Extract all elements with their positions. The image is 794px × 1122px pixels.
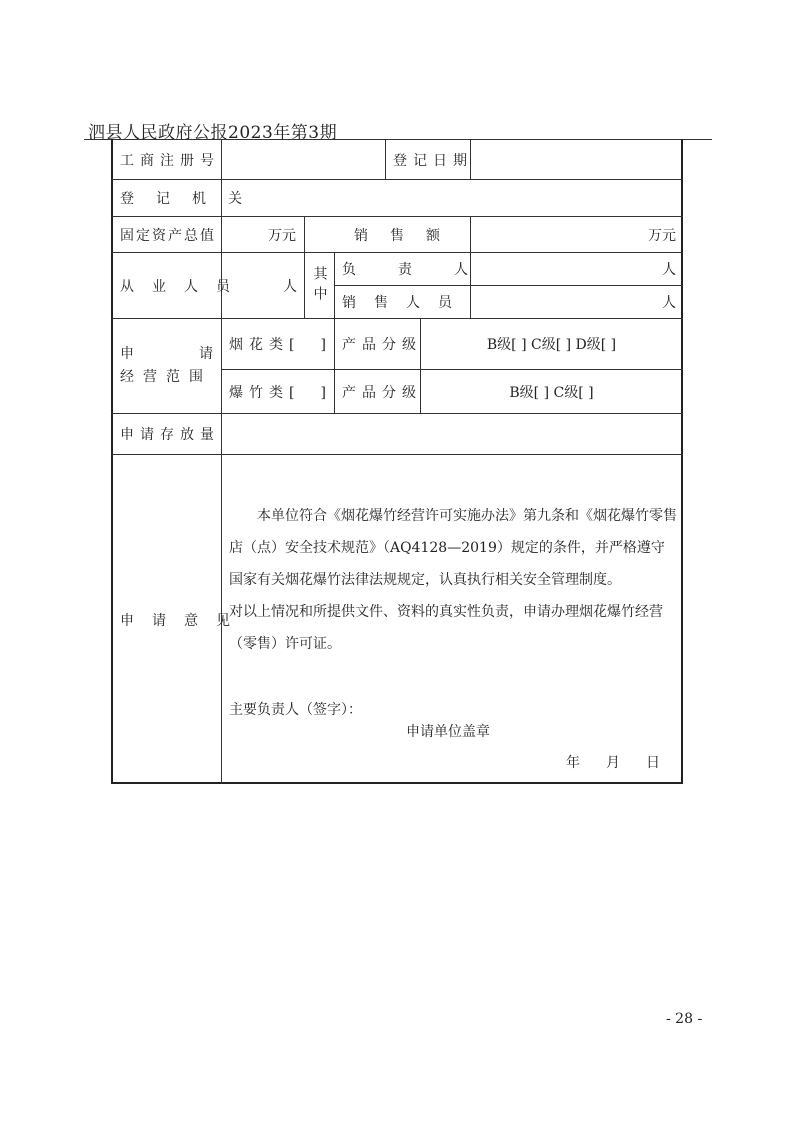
scope-label-apply-a: 申 xyxy=(120,346,134,362)
opinion-text-1: 本单位符合《烟花爆竹经营许可实施办法》第九条和《烟花爆竹零售店（点）安全技术规范》（AQ4128—2019）规定的条件，并严格遵守国家有关烟花爆竹法律法规规定，认真执行相关安全管理制度。 xyxy=(229,508,677,588)
date-label: 年 月 日 xyxy=(566,755,666,771)
signature-label: 主要负责人（签字）： xyxy=(229,702,362,718)
reg-no-field[interactable] xyxy=(222,140,385,179)
fireworks-checkbox[interactable]: 烟花类[ ] xyxy=(229,337,332,353)
staff-label: 从业人员 xyxy=(120,278,248,295)
staff-unit[interactable]: 人 xyxy=(283,278,297,295)
column-divider xyxy=(385,139,386,179)
fireworks-grade-options[interactable]: B级[ ] C级[ ] D级[ ] xyxy=(486,337,617,353)
seller-label: 销售人员 xyxy=(342,295,470,311)
firecracker-grade-options[interactable]: B级[ ] C级[ ] xyxy=(509,384,594,401)
seal-label: 申请单位盖章 xyxy=(406,724,490,740)
manager-unit[interactable]: 人 xyxy=(662,262,676,278)
assets-label: 固定资产总值 xyxy=(120,227,216,244)
column-divider xyxy=(304,216,305,252)
among-label: 其中 xyxy=(311,265,328,306)
column-divider xyxy=(334,252,335,413)
page-number: - 28 - xyxy=(666,1011,703,1027)
storage-label: 申请存放量 xyxy=(120,427,220,443)
manager-label: 负责人 xyxy=(342,262,510,278)
storage-field[interactable] xyxy=(222,414,682,454)
reg-no-label: 工商注册号 xyxy=(120,152,220,169)
scope-label-apply-b: 请 xyxy=(199,346,213,362)
opinion-text-2: 对以上情况和所提供文件、资料的真实性负责，申请办理烟花爆竹经营（零售）许可证。 xyxy=(229,604,663,652)
firecracker-grade-label: 产品分级 xyxy=(342,384,422,401)
fireworks-grade-label: 产品分级 xyxy=(342,337,422,353)
seller-unit[interactable]: 人 xyxy=(662,295,676,311)
opinion-label: 申请意见 xyxy=(120,613,248,629)
reg-date-field[interactable] xyxy=(471,140,682,179)
scope-label-business: 经营范围 xyxy=(120,369,212,385)
reg-org-label: 登记机关 xyxy=(120,191,264,207)
opinion-paragraph-2 xyxy=(229,596,677,660)
reg-date-label: 登记日期 xyxy=(393,152,473,169)
row-divider xyxy=(111,454,683,455)
reg-org-field[interactable] xyxy=(222,180,682,216)
bulletin-header-title: 泗县人民政府公报2023年第3期 xyxy=(88,123,338,143)
sales-unit[interactable]: 万元 xyxy=(648,227,676,244)
opinion-paragraph xyxy=(229,500,677,596)
sales-label: 销售额 xyxy=(354,227,462,244)
firecracker-checkbox[interactable]: 爆竹类[ ] xyxy=(229,384,332,401)
assets-unit[interactable]: 万元 xyxy=(268,227,296,244)
